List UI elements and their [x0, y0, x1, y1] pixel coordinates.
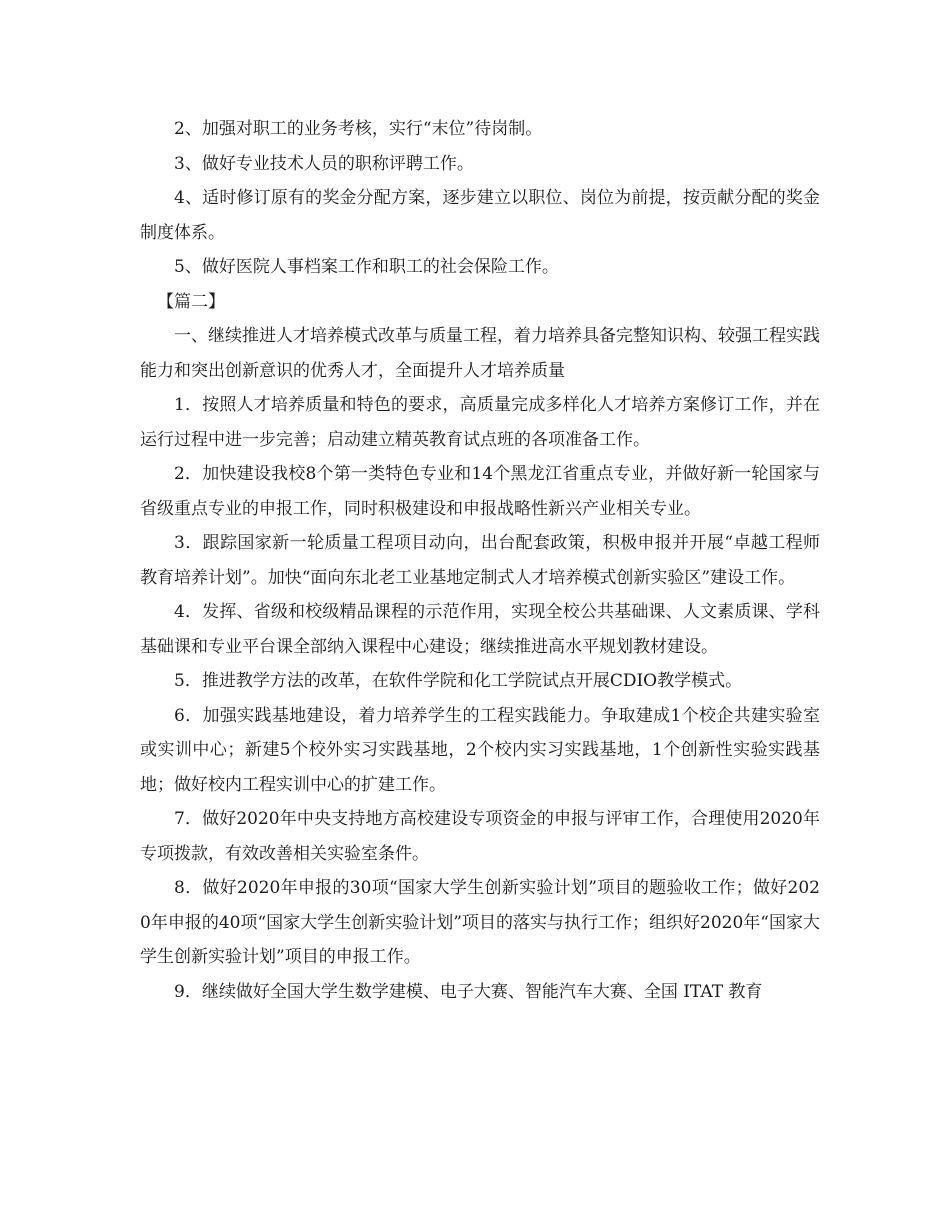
paragraph-10: 5．推进教学方法的改革，在软件学院和化工学院试点开展CDIO教学模式。	[174, 671, 743, 691]
paragraph-7: 2．加快建设我校8个第一类特色专业和14个黑龙江省重点专业，并做好新一轮国家与省级重点专业的申报工作，同时积极建设和申报战略性新兴产业相关专业。	[140, 464, 820, 519]
paragraph-9: 4．发挥、省级和校级精品课程的示范作用，实现全校公共基础课、人文素质课、学科基础课和专业平台课全部纳入课程中心建设；继续推进高水平规划教材建设。	[140, 602, 820, 657]
paragraph-12: 7．做好2020年中央支持地方高校建设专项资金的申报与评审工作，合理使用2020年专项拨款，有效改善相关实验室条件。	[140, 809, 820, 864]
section-heading: 【篇二】	[157, 291, 225, 312]
paragraph-1: 2、加强对职工的业务考核，实行“末位”待岗制。	[174, 119, 543, 139]
paragraph-2: 3、做好专业技术人员的职称评聘工作。	[174, 153, 474, 174]
paragraph-6: 1．按照人才培养质量和特色的要求，高质量完成多样化人才培养方案修订工作，并在运行过程中进一步完善；启动建立精英教育试点班的各项准备工作。	[140, 395, 820, 450]
paragraph-8: 3．跟踪国家新一轮质量工程项目动向，出台配套政策，积极申报并开展“卓越工程师教育培养计划”。加快“面向东北老工业基地定制式人才培养模式创新实验区”建设工作。	[140, 533, 820, 588]
paragraph-3: 4、适时修订原有的奖金分配方案，逐步建立以职位、岗位为前提，按贡献分配的奖金制度体系。	[140, 188, 820, 243]
paragraph-11: 6．加强实践基地建设，着力培养学生的工程实践能力。争取建成1个校企共建实验室或实训中心；新建5个校外实习实践基地，2个校内实习实践基地，1个创新性实验实践基地；做好校内工程实训中心的扩建工作。	[140, 705, 820, 795]
paragraph-14: 9．继续做好全国大学生数学建模、电子大赛、智能汽车大赛、全国 ITAT 教育	[174, 981, 763, 1002]
paragraph-4: 5、做好医院人事档案工作和职工的社会保险工作。	[174, 257, 559, 277]
document-page	[140, 112, 820, 1009]
paragraph-13: 8．做好2020年申报的30项“国家大学生创新实验计划”项目的题验收工作；做好2020年申报的40项“国家大学生创新实验计划”项目的落实与执行工作；组织好2020年“国家大学生创新实验计划”项目的申报工作。	[140, 878, 820, 967]
paragraph-5: 一、继续推进人才培养模式改革与质量工程，着力培养具备完整知识构、较强工程实践能力和突出创新意识的优秀人才，全面提升人才培养质量	[140, 326, 820, 381]
